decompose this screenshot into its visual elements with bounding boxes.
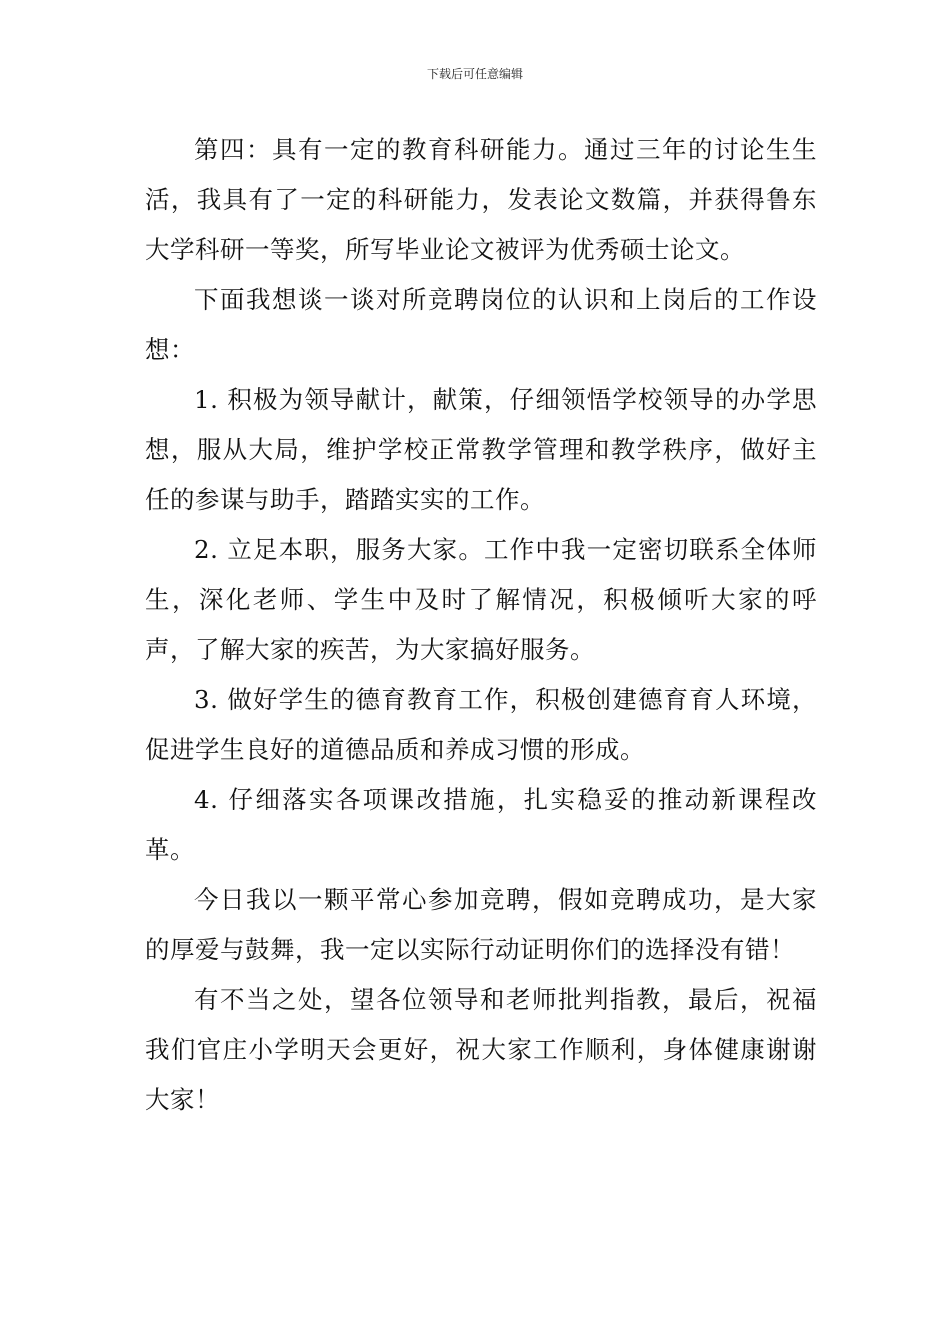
- paragraph-item-4: 4. 仔细落实各项课改措施，扎实稳妥的推动新课程改革。: [145, 785, 817, 864]
- paragraph-job-intro: 下面我想谈一谈对所竞聘岗位的认识和上岗后的工作设想：: [145, 285, 817, 364]
- paragraph-item-2: 2. 立足本职，服务大家。工作中我一定密切联系全体师生，深化老师、学生中及时了解情况，积极倾听大家的呼声，了解大家的疾苦，为大家搞好服务。: [145, 535, 817, 664]
- page-header-note: 下载后可任意编辑: [426, 67, 523, 81]
- paragraph-item-1: 1. 积极为领导献计，献策，仔细领悟学校领导的办学思想，服从大局，维护学校正常教学管理和教学秩序，做好主任的参谋与助手，踏踏实实的工作。: [145, 385, 817, 514]
- paragraph-item-3: 3. 做好学生的德育教育工作，积极创建德育育人环境，促进学生良好的道德品质和养成习惯的形成。: [145, 685, 817, 764]
- document-body: [145, 125, 817, 1125]
- paragraph-closing-1: 今日我以一颗平常心参加竞聘，假如竞聘成功，是大家的厚爱与鼓舞，我一定以实际行动证明你们的选择没有错！: [145, 885, 817, 964]
- paragraph-research-ability: 第四：具有一定的教育科研能力。通过三年的讨论生生活，我具有了一定的科研能力，发表论文数篇，并获得鲁东大学科研一等奖，所写毕业论文被评为优秀硕士论文。: [145, 135, 817, 264]
- paragraph-closing-2: 有不当之处，望各位领导和老师批判指教，最后，祝福我们官庄小学明天会更好，祝大家工作顺利，身体健康谢谢大家！: [145, 985, 817, 1114]
